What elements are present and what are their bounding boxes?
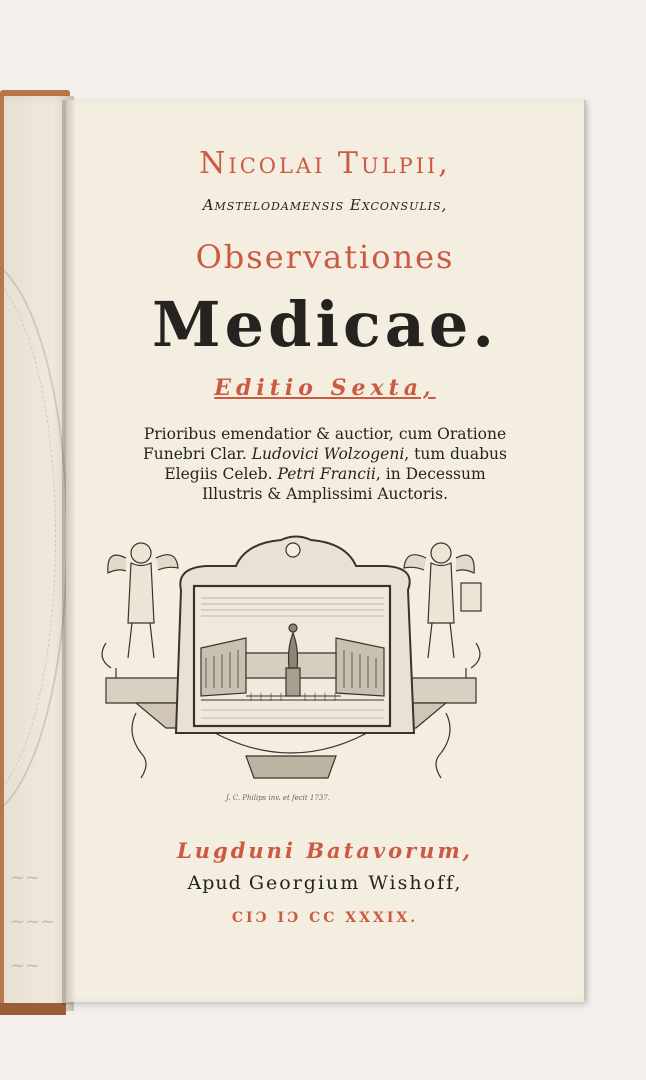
title-line-observationes: Observationes [195, 238, 455, 276]
body-line-3-a: Elegiis Celeb. [164, 465, 273, 483]
title-page [66, 100, 585, 1002]
imprint-apud: Apud [187, 872, 242, 894]
edition-line [66, 375, 584, 401]
body-line-2-name: Ludovici Wolzogeni [251, 445, 405, 463]
spine-shadow [62, 100, 76, 1005]
body-line-3-name: Petri Francii [277, 465, 376, 483]
page-edge-shadow [584, 100, 590, 1000]
engraver-credit: J. C. Philips inv. et fecit 1737. [226, 794, 330, 802]
body-line-3 [86, 464, 564, 484]
author-name: Nicolai Tulpii, [199, 146, 451, 181]
body-line-3-c: , in Decessum [375, 465, 486, 483]
body-line-2-c: , tum duabus [404, 445, 507, 463]
body-line-2 [86, 444, 564, 464]
imprint-date: CIƆ IƆ CC XXXIX. [231, 910, 419, 926]
body-line-2-a: Funebri Clar. [143, 445, 247, 463]
left-page-offset-text: ~~ ~~~ ~~ [10, 867, 56, 976]
title-line-medicae: Medicae. [152, 288, 498, 361]
edition-text: Editio Sexta, [214, 375, 436, 401]
title-body-text [86, 424, 564, 504]
book-cover-edge-bottom [0, 1003, 66, 1015]
engraving-vignette [96, 528, 486, 793]
body-line-1: Prioribus emendatior & auctior, cum Oratione [143, 425, 507, 443]
imprint-printer: Georgium Wishoff, [248, 872, 463, 894]
imprint-publisher [66, 872, 584, 894]
imprint-city: Lugduni Batavorum, [177, 838, 473, 863]
author-subtitle: Amstelodamensis Exconsulis, [202, 196, 448, 214]
body-line-4: Illustris & Amplissimi Auctoris. [201, 485, 449, 503]
left-page-offset-oval-inner [0, 271, 56, 803]
